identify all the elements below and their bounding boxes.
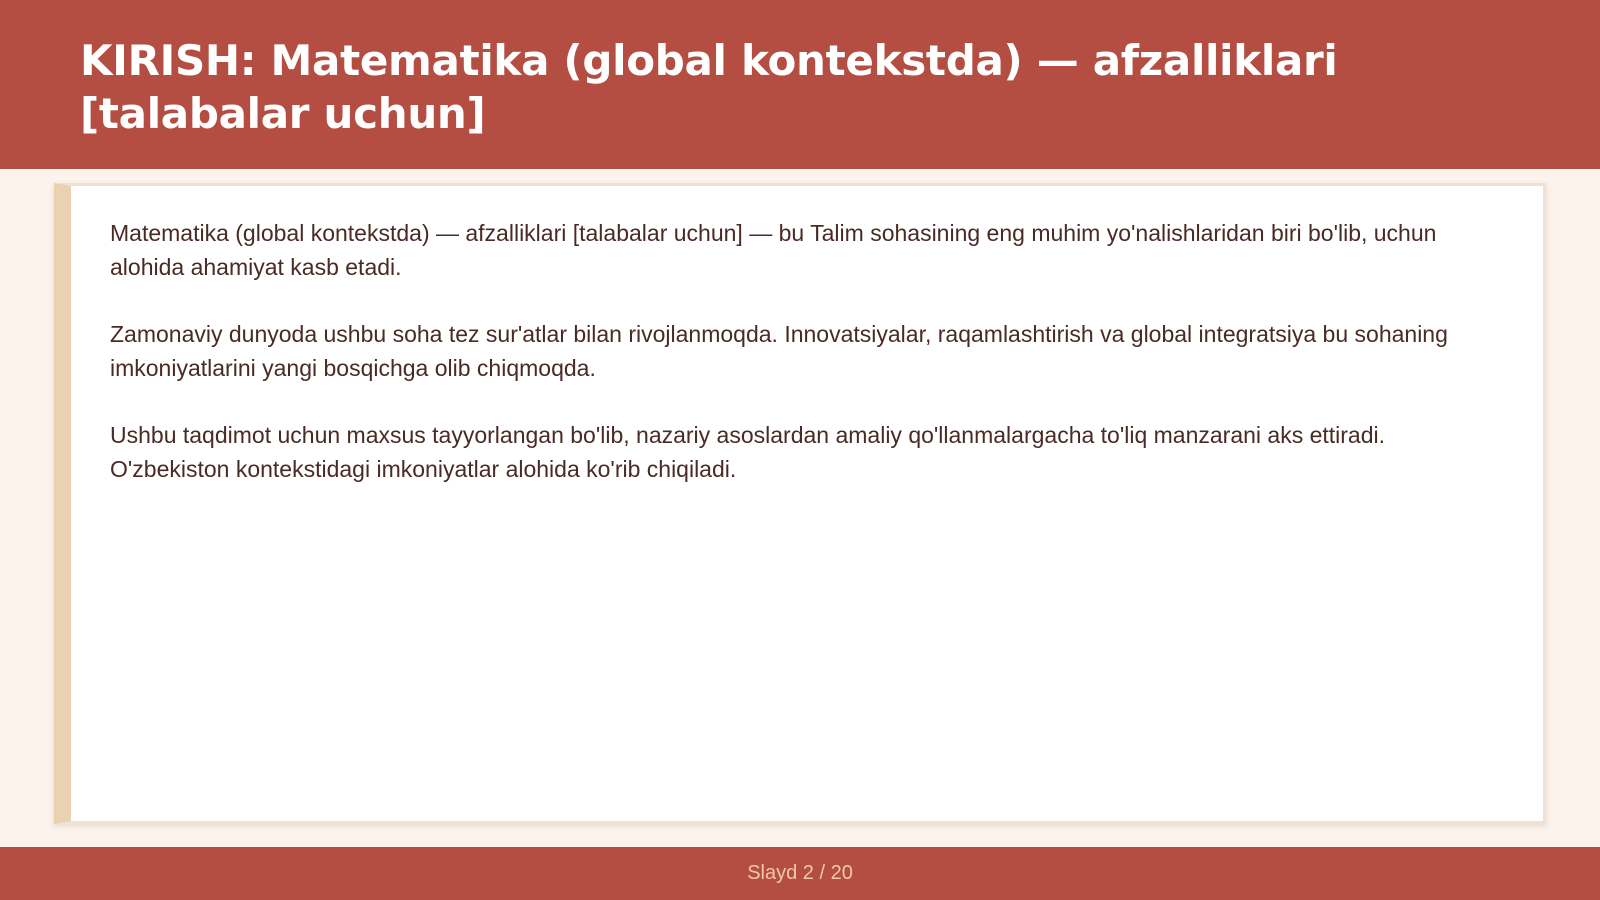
content-paragraph-1: Matematika (global kontekstda) — afzalliklari [talabalar uchun] — bu Talim sohasining eng muhim yo'nalishlaridan biri bo'lib, uchun alohida ahamiyat kasb etadi.: [110, 220, 1437, 280]
slide-header: [0, 0, 1600, 169]
content-card: [54, 183, 1546, 824]
content-paragraph-3: Ushbu taqdimot uchun maxsus tayyorlangan bo'lib, nazariy asoslardan amaliy qo'llanmalargacha to'liq manzarani aks ettiradi. O'zbekiston kontekstidagi imkoniyatlar alohida ko'rib chiqiladi.: [110, 422, 1386, 482]
slide-counter: Slayd 2 / 20: [747, 862, 853, 884]
slide-footer: [0, 847, 1600, 900]
content-paragraph-2: Zamonaviy dunyoda ushbu soha tez sur'atlar bilan rivojlanmoqda. Innovatsiyalar, raqamlashtirish va global integratsiya bu sohaning imkoniyatlarini yangi bosqichga olib chiqmoqda.: [110, 321, 1448, 381]
slide-title: KIRISH: Matematika (global kontekstda) — afzalliklari [talabalar uchun]: [80, 36, 1338, 138]
